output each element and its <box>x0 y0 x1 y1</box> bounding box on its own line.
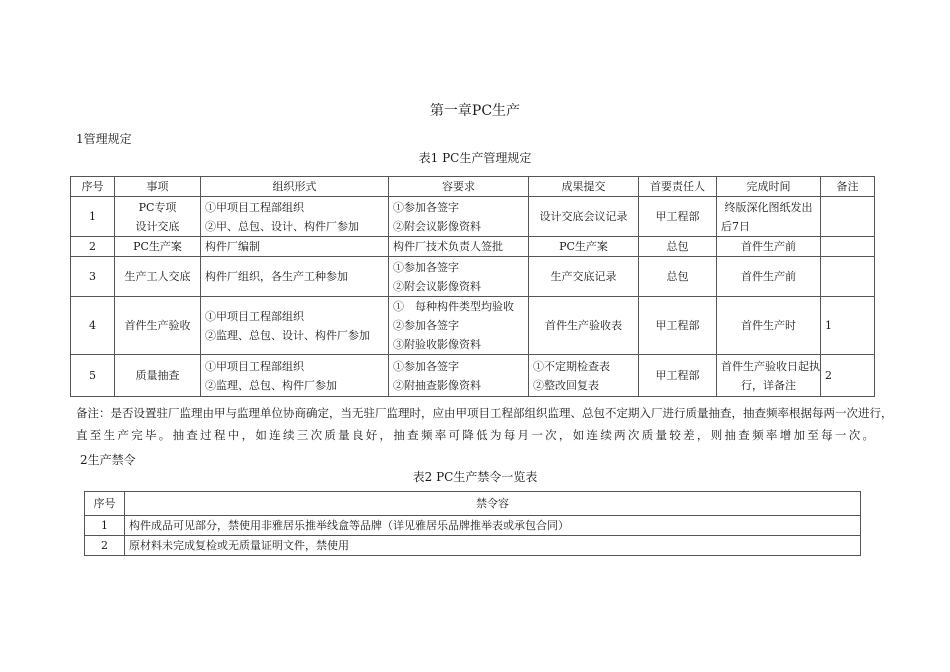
header-cell: 完成时间 <box>717 177 821 197</box>
header-cell: 首要责任人 <box>639 177 717 197</box>
item-line: PC生产案 <box>133 240 182 253</box>
table-row <box>85 516 861 536</box>
owner-cell: 总包 <box>639 257 717 297</box>
row-number: 2 <box>71 237 115 257</box>
org-line: ②监理、总包、构件厂参加 <box>205 378 337 392</box>
header-cell: 禁令容 <box>125 492 861 516</box>
org-cell <box>201 257 389 297</box>
header-cell: 事项 <box>115 177 201 197</box>
section-heading-management: 1管理规定 <box>76 132 132 146</box>
table1-note <box>76 402 893 446</box>
row-number: 1 <box>85 516 125 536</box>
output-cell <box>529 257 639 297</box>
org-line: ②监理、总包、设计、构件厂参加 <box>205 328 370 342</box>
note-line: 备注：是否设置驻厂监理由甲与监理单位协商确定，当无驻厂监理时，应由甲项目工程部组织监理、总包不定期入厂进行质量抽查，抽查频率根据每两一次进行， <box>76 406 893 420</box>
time-cell <box>717 197 821 237</box>
table2-caption: 表2 PC生产禁令一览表 <box>412 470 538 484</box>
req-cell <box>389 257 529 297</box>
item-line: 首件生产验收 <box>124 319 191 332</box>
owner-cell: 甲工程部 <box>639 197 717 237</box>
time-cell <box>717 237 821 257</box>
table-row <box>71 355 875 397</box>
org-cell <box>201 237 389 257</box>
time-cell <box>717 257 821 297</box>
management-rules-table <box>70 176 875 397</box>
header-cell: 容要求 <box>389 177 529 197</box>
req-line: ①参加各签字 <box>393 200 459 214</box>
header-cell: 成果提交 <box>529 177 639 197</box>
item-cell <box>115 355 201 397</box>
output-cell <box>529 297 639 355</box>
req-line: 构件厂技术负责人签批 <box>393 240 503 253</box>
time-cell <box>717 355 821 397</box>
table-header-row <box>71 177 875 197</box>
time-line: 后7日 <box>721 219 750 233</box>
time-line: 终版深化图纸发出 <box>724 200 813 214</box>
org-line: ①甲项目工程部组织 <box>205 359 304 373</box>
org-line: ①甲项目工程部组织 <box>205 200 304 214</box>
table-row <box>85 536 861 556</box>
header-cell: 序号 <box>85 492 125 516</box>
owner-cell: 甲工程部 <box>639 355 717 397</box>
remark-cell: 2 <box>821 355 875 397</box>
remark-cell: 1 <box>821 297 875 355</box>
row-number: 1 <box>71 197 115 237</box>
org-cell <box>201 197 389 237</box>
org-cell <box>201 355 389 397</box>
table-row <box>71 237 875 257</box>
org-line: 构件厂组织，各生产工种参加 <box>205 270 348 283</box>
table-row <box>71 297 875 355</box>
item-line: 质量抽查 <box>135 369 180 382</box>
header-cell: 序号 <box>71 177 115 197</box>
output-line: ①不定期检查表 <box>533 359 610 373</box>
row-number: 3 <box>71 257 115 297</box>
req-line: ①参加各签字 <box>393 359 459 373</box>
time-line: 首件生产前 <box>741 240 796 253</box>
req-line: ① 每种构件类型均验收 <box>393 300 514 313</box>
req-line: ③附验收影像资料 <box>393 338 481 351</box>
item-line: 生产工人交底 <box>124 270 191 283</box>
req-line: ①参加各签字 <box>393 260 459 274</box>
item-line: 设计交底 <box>135 219 180 233</box>
req-line: ②参加各签字 <box>393 319 459 332</box>
req-cell <box>389 197 529 237</box>
owner-cell: 甲工程部 <box>639 297 717 355</box>
section-heading-prohibitions: 2生产禁令 <box>80 453 136 467</box>
org-line: ①甲项目工程部组织 <box>205 309 304 323</box>
org-line: ②甲、总包、设计、构件厂参加 <box>205 219 359 233</box>
prohibitions-table <box>84 491 861 556</box>
item-cell <box>115 197 201 237</box>
org-line: 构件厂编制 <box>205 240 260 253</box>
output-cell <box>529 237 639 257</box>
output-line: PC生产案 <box>559 240 608 253</box>
output-line: 设计交底会议记录 <box>539 210 628 223</box>
table-row <box>71 257 875 297</box>
item-cell <box>115 257 201 297</box>
header-cell: 备注 <box>821 177 875 197</box>
req-cell <box>389 355 529 397</box>
remark-cell <box>821 237 875 257</box>
remark-cell <box>821 257 875 297</box>
item-line: PC专项 <box>138 200 177 214</box>
owner-cell: 总包 <box>639 237 717 257</box>
req-line: ②附抽查影像资料 <box>393 378 481 392</box>
row-number: 5 <box>71 355 115 397</box>
row-number: 4 <box>71 297 115 355</box>
item-cell <box>115 237 201 257</box>
time-line: 首件生产验收日起执 <box>721 359 820 373</box>
output-line: 生产交底记录 <box>550 270 617 283</box>
req-cell <box>389 237 529 257</box>
time-line: 行，详备注 <box>741 378 796 392</box>
req-line: ②附会议影像资料 <box>393 279 481 293</box>
item-cell <box>115 297 201 355</box>
req-cell <box>389 297 529 355</box>
time-cell <box>717 297 821 355</box>
prohibition-text: 原材料未完成复检或无质量证明文件，禁使用 <box>125 536 861 556</box>
remark-cell <box>821 197 875 237</box>
req-line: ②附会议影像资料 <box>393 219 481 233</box>
note-line: 直至生产完毕。抽查过程中，如连续三次质量良好，抽查频率可降低为每月一次，如连续两次质量较差，则抽查频率增加至每一次。 <box>76 428 874 442</box>
row-number: 2 <box>85 536 125 556</box>
table1-caption: 表1 PC生产管理规定 <box>418 151 532 165</box>
output-line: ②整改回复表 <box>533 378 599 392</box>
org-cell <box>201 297 389 355</box>
page-title: 第一章PC生产 <box>429 103 521 119</box>
table-row <box>71 197 875 237</box>
table-header-row <box>85 492 861 516</box>
time-line: 首件生产前 <box>741 270 796 283</box>
output-line: 首件生产验收表 <box>545 319 622 332</box>
time-line: 首件生产时 <box>741 319 796 332</box>
output-cell <box>529 197 639 237</box>
header-cell: 组织形式 <box>201 177 389 197</box>
output-cell <box>529 355 639 397</box>
prohibition-text: 构件成品可见部分，禁使用非雅居乐推举线盒等品牌（详见雅居乐品牌推举表或承包合同） <box>125 516 861 536</box>
